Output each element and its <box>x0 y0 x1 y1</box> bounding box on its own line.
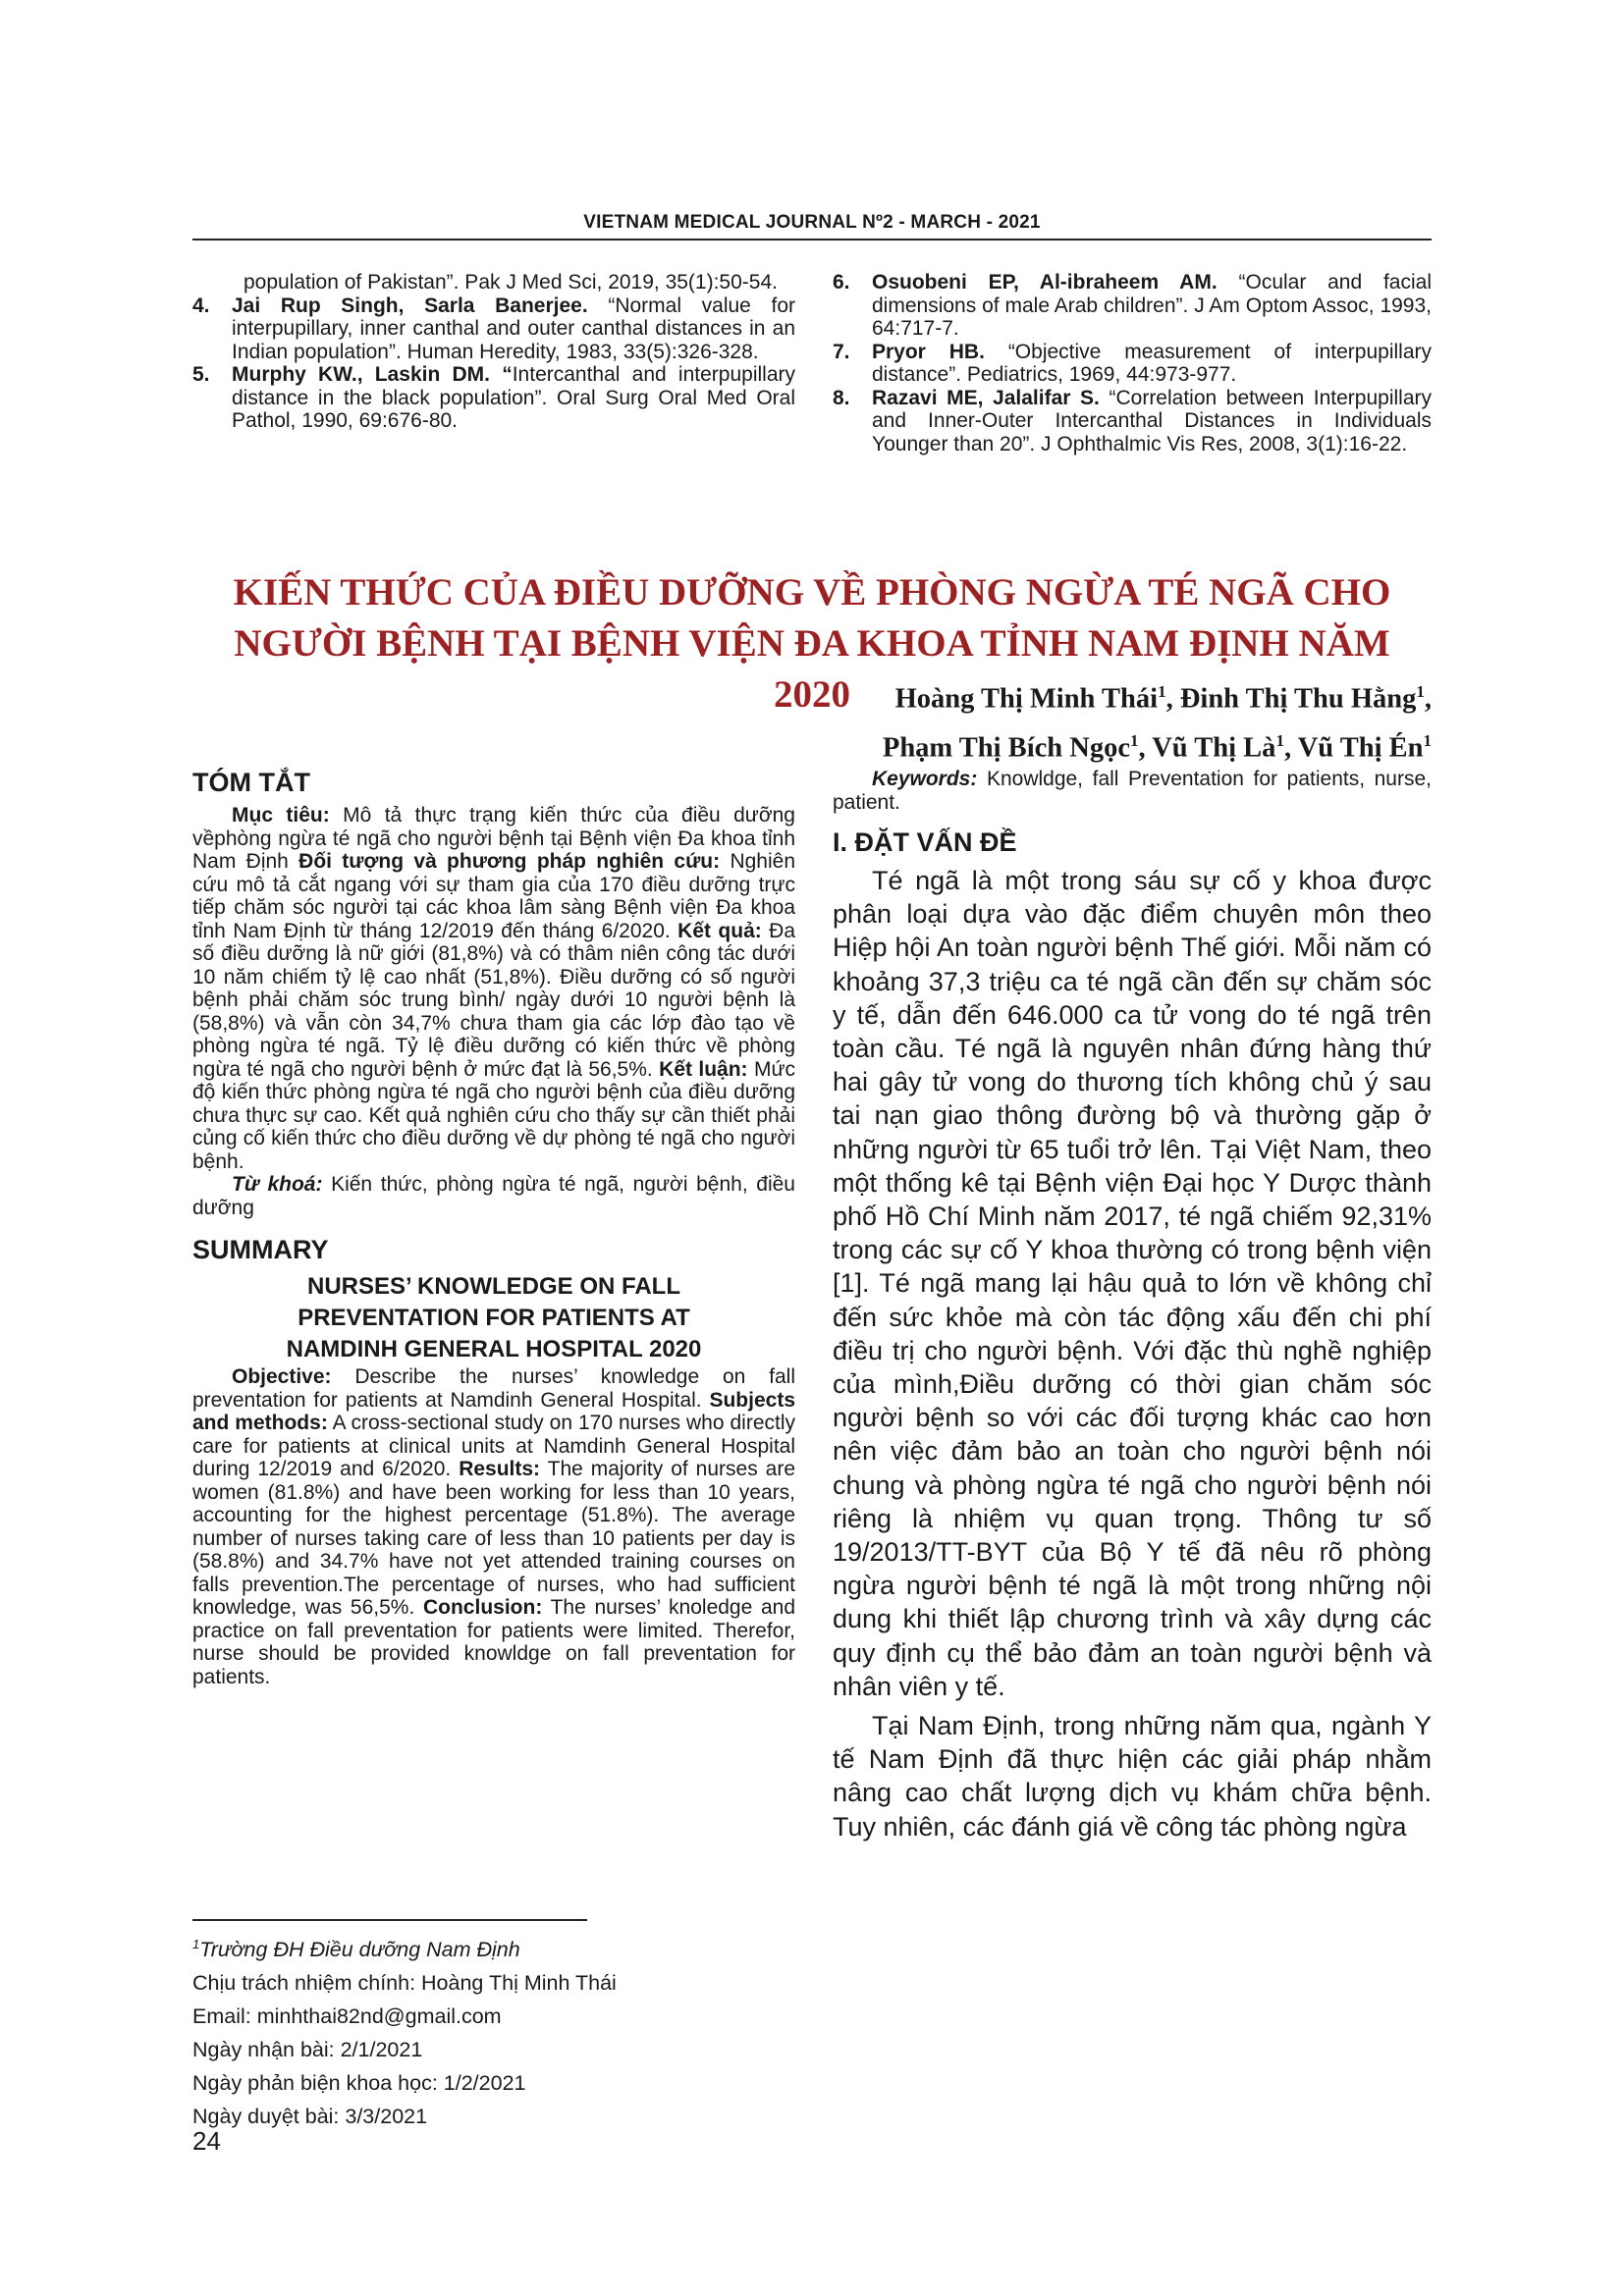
reference-text: Intercanthal and interpupillary distance in the black population”. Oral Surg Oral Med Oral Pathol, 1990, 69:676-80. <box>232 363 795 432</box>
author-name: Vũ Thị Là <box>1152 732 1276 763</box>
reference-body <box>872 341 1432 387</box>
label-objective: Objective: <box>232 1365 332 1388</box>
label-ket-qua: Kết quả: <box>677 919 762 942</box>
reference-6 <box>833 271 1432 341</box>
authors-line-1: Hoàng Thị Minh Thái$^1$, Đinh Thị Thu Hằng$^1$, <box>894 682 1432 715</box>
footnote-reviewed: Ngày phản biện khoa học: 1/2/2021 <box>192 2071 526 2096</box>
reference-3-continuation <box>192 271 795 294</box>
label-muc-tieu: Mục tiêu: <box>232 804 330 827</box>
footnote-affiliation <box>192 1928 617 1966</box>
reference-number: 7. <box>833 340 850 363</box>
label-tu-khoa: Từ khoá: <box>232 1173 323 1196</box>
article-authors <box>883 671 1432 769</box>
header-divider <box>192 239 1432 240</box>
author-name: Đinh Thị Thu Hằng <box>1179 683 1417 715</box>
journal-header: VIETNAM MEDICAL JOURNAL Nº2 - MARCH - 2021 <box>583 212 1041 233</box>
author-affiliation-mark: 1 <box>1416 682 1425 701</box>
footnote-email: Email: minhthai82nd@gmail.com <box>192 2004 502 2029</box>
text-results: The majority of nurses are women (81.8%) and have been working for less than 10 years, accounting for the highest percentage (51.8%). The average number of nurses taking care of less than 10 patients per day is (58.8%) and 34.7% have not yet attended training courses on falls prevention.The percentage of nurses, who had sufficient knowledge, was 56,5%. <box>192 1458 795 1619</box>
author-name: Vũ Thị Én <box>1297 732 1424 763</box>
abstract-vi-body <box>192 804 795 1173</box>
summary-title-line-3: NAMDINH GENERAL HOSPITAL 2020 <box>286 1336 702 1362</box>
author-affiliation-mark: 1 <box>1158 682 1166 701</box>
reference-4 <box>192 294 795 364</box>
reference-5 <box>192 363 795 433</box>
reference-authors: Murphy KW., Laskin DM. “ <box>232 363 513 386</box>
right-column <box>833 768 1432 1843</box>
summary-title-line-1: NURSES’ KNOWLEDGE ON FALL <box>306 1273 680 1300</box>
text-objective: Describe the nurses’ knowledge on fall preventation for patients at Namdinh General Hospital. <box>192 1365 795 1412</box>
footnote-approved: Ngày duyệt bài: 3/3/2021 <box>192 2105 428 2129</box>
author-affiliation-mark: 1 <box>1275 730 1284 750</box>
reference-text: “Correlation between Interpupillary and Inner-Outer Intercanthal Distances in Individuals Younger than 20”. J Ophthalmic Vis Res, 2008, 3(1):16-22. <box>872 386 1432 455</box>
label-ket-luan: Kết luận: <box>659 1057 748 1081</box>
text-ket-qua: Đa số điều dưỡng là nữ giới (81,8%) và có thâm niên công tác dưới 10 năm chiếm tỷ lệ cao nhất (51,8%). Điều dưỡng có số người bệnh phải chăm sóc trung bình/ ngày dưới 10 người bệnh là (58,8%) và vẫn còn 34,7% chưa tham gia các lớp đào tạo về phòng ngừa té ngã. Tỷ lệ điều dưỡng có kiến thức về phòng ngừa té ngã cho người bệnh ở mức đạt là 56,5%. <box>192 919 796 1081</box>
reference-authors: Jai Rup Singh, Sarla Banerjee. <box>232 294 588 317</box>
left-column <box>192 768 795 1688</box>
reference-text: “Ocular and facial dimensions of male Arab children”. J Am Optom Assoc, 1993, 64:717-7. <box>872 271 1432 340</box>
author-name: Phạm Thị Bích Ngọc <box>882 732 1130 763</box>
intro-heading: I. ĐẶT VẤN ĐỀ <box>833 828 1017 857</box>
reference-number: 5. <box>192 363 210 386</box>
text-doi-tuong: Nghiên cứu mô tả cắt ngang với sự tham gia của 170 điều dưỡng trực tiếp chăm sóc người tại các khoa lâm sàng Bệnh viện Đa khoa tỉnh Nam Định từ tháng 12/2019 đến tháng 6/2020. <box>192 850 795 942</box>
footnotes <box>192 1928 617 2133</box>
article-title-line-2: NGƯỜI BỆNH TẠI BỆNH VIỆN ĐA KHOA TỈNH NAM ĐỊNH NĂM 2020 <box>234 622 1390 716</box>
reference-number: 6. <box>833 271 850 294</box>
footnote-responsible: Chịu trách nhiệm chính: Hoàng Thị Minh Thái <box>192 1971 617 1996</box>
label-keywords: Keywords: <box>872 768 978 790</box>
article-title-line-1: KIẾN THỨC CỦA ĐIỀU DƯỠNG VỀ PHÒNG NGỪA TÉ NGÃ CHO <box>233 571 1391 614</box>
author-affiliation-mark: 1 <box>1129 730 1139 750</box>
references-left <box>192 271 795 433</box>
footnote-divider <box>192 1919 587 1921</box>
keywords-en <box>833 768 1432 814</box>
reference-body <box>232 294 795 364</box>
reference-authors: Razavi ME, Jalalifar S. <box>872 386 1100 409</box>
author-affiliation-mark: 1 <box>1423 730 1432 750</box>
reference-authors: Pryor HB. <box>872 340 985 363</box>
intro-paragraph-2: Tại Nam Định, trong những năm qua, ngành Y tế Nam Định đã thực hiện các giải pháp nhằm nâng cao chất lượng dịch vụ khám chữa bệnh. Tuy nhiên, các đánh giá về công tác phòng ngừa <box>833 1711 1432 1842</box>
summary-title <box>192 1271 795 1365</box>
reference-number: 4. <box>192 294 210 317</box>
footnote-affiliation-text: Trường ĐH Điều dưỡng Nam Định <box>199 1938 520 1962</box>
reference-7 <box>833 341 1432 387</box>
keywords-vi <box>192 1173 795 1219</box>
authors-line-2: Phạm Thị Bích Ngọc$^1$, Vũ Thị $Là^1$, Vũ Thị $Én^1$ <box>882 730 1432 763</box>
reference-body <box>872 387 1432 456</box>
reference-text: “Normal value for interpupillary, inner canthal and outer canthal distances in an Indian population”. Human Heredity, 1983, 33(5):326-328. <box>232 294 796 363</box>
summary-body-part-1 <box>192 1365 795 1688</box>
intro-paragraph-1: Té ngã là một trong sáu sự cố y khoa được phân loại dựa vào đặc điểm chuyên môn theo Hiệp hội An toàn người bệnh Thế giới. Mỗi năm có khoảng 37,3 triệu ca té ngã cần đến sự chăm sóc y tế, dẫn đến 646.000 ca tử vong do té ngã trên toàn cầu. Té ngã là nguyên nhân đứng hàng thứ hai gây tử vong do thương tích không chủ ý sau tai nạn giao thông đường bộ và thường gặp ở những người từ 65 tuổi trở lên. Tại Việt Nam, theo một thống kê tại Bệnh viện Đại học Y Dược thành phố Hồ Chí Minh năm 2017, té ngã chiếm 92,31% trong các sự cố Y khoa thường có trong bệnh viện [1]. Té ngã mang lại hậu quả to lớn về không chỉ đến sức khỏe mà còn tác động xấu đến chi phí điều trị cho người bệnh. Với đặc thù nghề nghiệp của mình,Điều dưỡng có thời gian chăm sóc người bệnh so với các đối tượng khác cao hơn nên việc đảm bảo an toàn cho người bệnh nói chung và phòng ngừa té ngã cho người bệnh nói riêng là nhiệm vụ quan trọng. Thông tư số 19/2013/TT-BYT của Bộ Y tế đã nêu rõ phòng ngừa người bệnh té ngã là một trong những nội dung khi thiết lập chương trình và xây dựng các quy định cụ thể bảo đảm an toàn người bệnh và nhân viên y tế. <box>833 866 1432 1701</box>
author-name: Hoàng Thị Minh Thái <box>894 683 1159 715</box>
label-results: Results: <box>459 1458 541 1480</box>
text-muc-tieu: Mô tả thực trạng kiến thức của điều dưỡng vềphòng ngừa té ngã cho người bệnh tại Bệnh viện Đa khoa tỉnh Nam Định <box>192 804 795 873</box>
abstract-vi-heading: TÓM TẮT <box>192 768 310 797</box>
label-subjects: Subjects and methods: <box>192 1388 795 1434</box>
reference-8 <box>833 387 1432 456</box>
text-tu-khoa: Kiến thức, phòng ngừa té ngã, người bệnh, điều dưỡng <box>192 1173 795 1219</box>
text-ket-luan: Mức độ kiến thức phòng ngừa té ngã cho người bệnh của điều dưỡng chưa thực sự cao. Kết quả nghiên cứu cho thấy sự cần thiết phải củng cố kiến thức cho điều dưỡng về dự phòng té ngã cho người bệnh. <box>192 1057 796 1173</box>
text-subjects: A cross-sectional study on 170 nurses who directly care for patients at clinical units at Namdinh General Hospital during 12/2019 and 6/2020. <box>192 1412 795 1480</box>
label-conclusion: Conclusion: <box>422 1596 543 1619</box>
footnote-received: Ngày nhận bài: 2/1/2021 <box>192 2038 423 2062</box>
reference-number: 8. <box>833 386 850 409</box>
summary-heading: SUMMARY <box>192 1235 329 1264</box>
reference-body <box>232 363 795 433</box>
footnote-affiliation-mark: 1 <box>192 1937 200 1951</box>
label-doi-tuong: Đối tượng và phương pháp nghiên cứu: <box>298 850 721 873</box>
text-conclusion: The nurses’ knoledge and practice on fall preventation for patients were limited. Therefor, nurse should be provided knowldge on fall preventation for patients. <box>192 1596 796 1688</box>
summary-title-line-2: PREVENTATION FOR PATIENTS AT <box>298 1305 690 1331</box>
reference-text: population of Pakistan”. Pak J Med Sci, 2019, 35(1):50-54. <box>244 271 778 294</box>
text-keywords: Knowldge, fall Preventation for patients, nurse, patient. <box>833 768 1432 814</box>
references-right <box>833 271 1432 455</box>
reference-authors: Osuobeni EP, Al-ibraheem AM. <box>872 271 1218 294</box>
page-number: 24 <box>192 2126 221 2156</box>
reference-text: “Objective measurement of interpupillary distance”. Pediatrics, 1969, 44:973-977. <box>872 340 1432 386</box>
reference-body <box>872 271 1432 341</box>
